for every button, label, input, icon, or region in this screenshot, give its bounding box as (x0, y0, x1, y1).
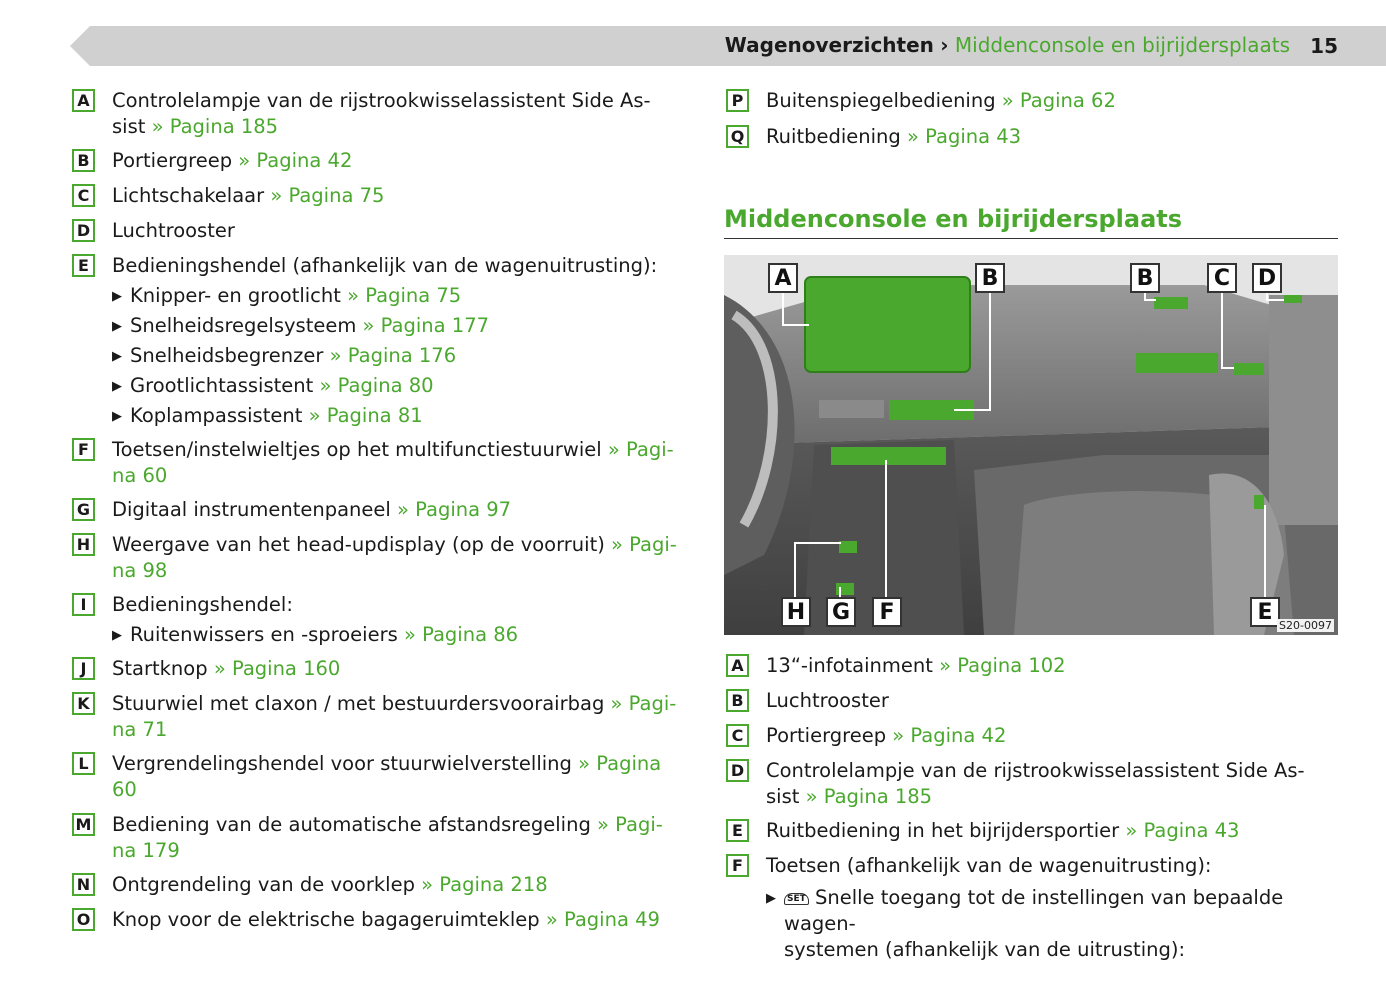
legend-badge: M (72, 813, 95, 836)
legend-item-p: P Buitenspiegelbediening » Pagina 62 (726, 88, 1346, 114)
sub-item: ▶ Grootlichtassistent » Pagina 80 (72, 373, 682, 399)
legend-badge: B (72, 149, 95, 172)
sub-item: ▶ Snelheidsbegrenzer » Pagina 176 (72, 343, 682, 369)
figure-label: B (975, 263, 1005, 293)
legend-badge: J (72, 657, 95, 680)
legend-badge: N (72, 873, 95, 896)
legend-badge: F (726, 854, 749, 877)
page-ref-link[interactable]: » Pagina 176 (329, 344, 457, 367)
figure-label: H (781, 597, 811, 627)
page-ref-link[interactable]: » Pagina 43 (1125, 819, 1240, 842)
legend-badge: F (72, 438, 95, 461)
sub-item: ▶ Snelheidsregelsysteem » Pagina 177 (72, 313, 682, 339)
sub-item: ▶ Knipper- en grootlicht » Pagina 75 (72, 283, 682, 309)
page-ref-link[interactable]: » Pagina 86 (403, 623, 519, 646)
legend-item-f: F Toetsen/instelwieltjes op het multifunctiestuurwiel » Pagi- na 60 (72, 437, 682, 489)
page-ref-link[interactable]: » Pagina 62 (1001, 89, 1116, 112)
legend-badge: E (726, 819, 749, 842)
page-ref-link[interactable]: » Pagina 43 (906, 125, 1022, 148)
interior-figure (724, 255, 1338, 635)
page-ref-link[interactable]: » Pagina 60 (112, 752, 662, 801)
figure-label: B (1130, 263, 1160, 293)
page-ref-link[interactable]: » Pagina 185 (151, 115, 279, 138)
legend-item-b: B Portiergreep » Pagina 42 (72, 148, 682, 174)
sub-item: ▶ Ruitenwissers en -sproeiers » Pagina 86 (72, 622, 682, 648)
page-ref-link[interactable]: » Pagina 97 (397, 498, 512, 521)
page-ref-link[interactable]: » Pagina 185 (805, 785, 933, 808)
figure-label: C (1207, 263, 1237, 293)
breadcrumb-subsection: Middenconsole en bijrijdersplaats (954, 33, 1290, 57)
page-ref-link[interactable]: » Pagi- (597, 813, 663, 836)
legend-item-l: L Vergrendelingshendel voor stuurwielverstelling » Pagina 60 (72, 751, 682, 803)
legend-badge: A (726, 654, 749, 677)
legend-item-e: E Ruitbediening in het bijrijdersportier » Pagina 43 (726, 818, 1346, 844)
page-ref-link[interactable]: » Pagina 42 (892, 724, 1007, 747)
page-ref-link[interactable]: » Pagi- (610, 692, 677, 715)
legend-item-j: J Startknop » Pagina 160 (72, 656, 682, 682)
page-ref-link[interactable]: » Pagina 102 (939, 654, 1066, 677)
page-ref-link[interactable]: » Pagina 218 (421, 873, 548, 896)
page-ref-link[interactable]: » Pagina 80 (319, 374, 434, 397)
right-top-legend-list (726, 88, 1346, 150)
bullet-triangle-icon: ▶ (766, 891, 776, 906)
sub-item: ▶ Koplampassistent » Pagina 81 (72, 403, 682, 429)
figure-label: F (872, 597, 902, 627)
legend-item-c: C Portiergreep » Pagina 42 (726, 723, 1346, 749)
legend-badge: E (72, 254, 95, 277)
legend-item-a: A Controlelampje van de rijstrookwisselassistent Side As- sist » Pagina 185 (72, 88, 682, 140)
figure-label: E (1250, 597, 1280, 627)
legend-badge: O (72, 908, 95, 931)
legend-item-k: K Stuurwiel met claxon / met bestuurdersvoorairbag » Pagi- na 71 (72, 691, 682, 743)
page-ref-link[interactable]: » Pagina 177 (362, 314, 490, 337)
legend-badge: C (72, 184, 95, 207)
bullet-triangle-icon: ▶ (112, 349, 122, 364)
page-ref-link[interactable]: » Pagina 42 (238, 149, 353, 172)
page-ref-link[interactable]: » Pagi- (607, 438, 674, 461)
legend-badge: A (72, 89, 95, 112)
legend-badge: G (72, 498, 95, 521)
legend-badge: D (72, 219, 95, 242)
legend-badge: P (726, 89, 749, 112)
page-ref-link[interactable]: » Pagina 49 (545, 908, 660, 931)
legend-item-q: Q Ruitbediening » Pagina 43 (726, 124, 1346, 150)
page-ref-link[interactable]: » Pagina 160 (213, 657, 341, 680)
bullet-triangle-icon: ▶ (112, 289, 122, 304)
page-number: 15 (1310, 34, 1338, 58)
legend-badge: I (72, 593, 95, 616)
page-ref-link[interactable]: » Pagi- (611, 533, 677, 556)
left-legend-list (72, 88, 682, 933)
legend-item-g: G Digitaal instrumentenpaneel » Pagina 97 (72, 497, 682, 523)
legend-item-f: F Toetsen (afhankelijk van de wagenuitrusting): (726, 853, 1346, 879)
breadcrumb (725, 34, 1290, 56)
figure-label: D (1252, 263, 1282, 293)
figure-code: S20-0097 (1279, 619, 1332, 632)
legend-item-n: N Ontgrendeling van de voorklep » Pagina 218 (72, 872, 682, 898)
legend-badge: Q (726, 125, 749, 148)
legend-item-c: C Lichtschakelaar » Pagina 75 (72, 183, 682, 209)
page-ref-link[interactable]: » Pagina 75 (270, 184, 385, 207)
legend-item-e: E Bedieningshendel (afhankelijk van de wagenuitrusting): (72, 253, 682, 279)
section-title: Middenconsole en bijrijdersplaats (724, 204, 1338, 239)
legend-badge: C (726, 724, 749, 747)
breadcrumb-separator: › (940, 33, 949, 57)
page-ref-link[interactable]: » Pagina 81 (308, 404, 423, 427)
legend-badge: B (726, 689, 749, 712)
legend-badge: D (726, 759, 749, 782)
legend-badge: H (72, 533, 95, 556)
legend-item-b: B Luchtrooster (726, 688, 1346, 714)
figure-label: G (826, 597, 856, 627)
legend-item-o: O Knop voor de elektrische bagageruimteklep » Pagina 49 (72, 907, 682, 933)
sub-item: ▶ SET Snelle toegang tot de instellingen van bepaalde wagen- systemen (afhankelijk van de uitrusting): (766, 886, 1284, 961)
bullet-triangle-icon: ▶ (112, 628, 122, 643)
figure-label: A (768, 263, 798, 293)
bullet-triangle-icon: ▶ (112, 379, 122, 394)
legend-item-i: I Bedieningshendel: (72, 592, 682, 618)
legend-item-d: D Luchtrooster (72, 218, 682, 244)
breadcrumb-section: Wagenoverzichten (724, 33, 934, 57)
legend-item-d: D Controlelampje van de rijstrookwisselassistent Side As- sist » Pagina 185 (726, 758, 1346, 810)
legend-badge: L (72, 752, 95, 775)
legend-item-a: A 13“-infotainment » Pagina 102 (726, 653, 1346, 679)
legend-badge: K (72, 692, 95, 715)
set-button-icon: SET (784, 893, 809, 905)
legend-item-h: H Weergave van het head-updisplay (op de voorruit) » Pagi- na 98 (72, 532, 682, 584)
right-bottom-legend-list (726, 653, 1346, 963)
bullet-triangle-icon: ▶ (112, 319, 122, 334)
page-ref-link[interactable]: » Pagina 75 (347, 284, 462, 307)
bullet-triangle-icon: ▶ (112, 409, 122, 424)
legend-item-m: M Bediening van de automatische afstandsregeling » Pagi- na 179 (72, 812, 682, 864)
interior-illustration (724, 255, 1338, 635)
